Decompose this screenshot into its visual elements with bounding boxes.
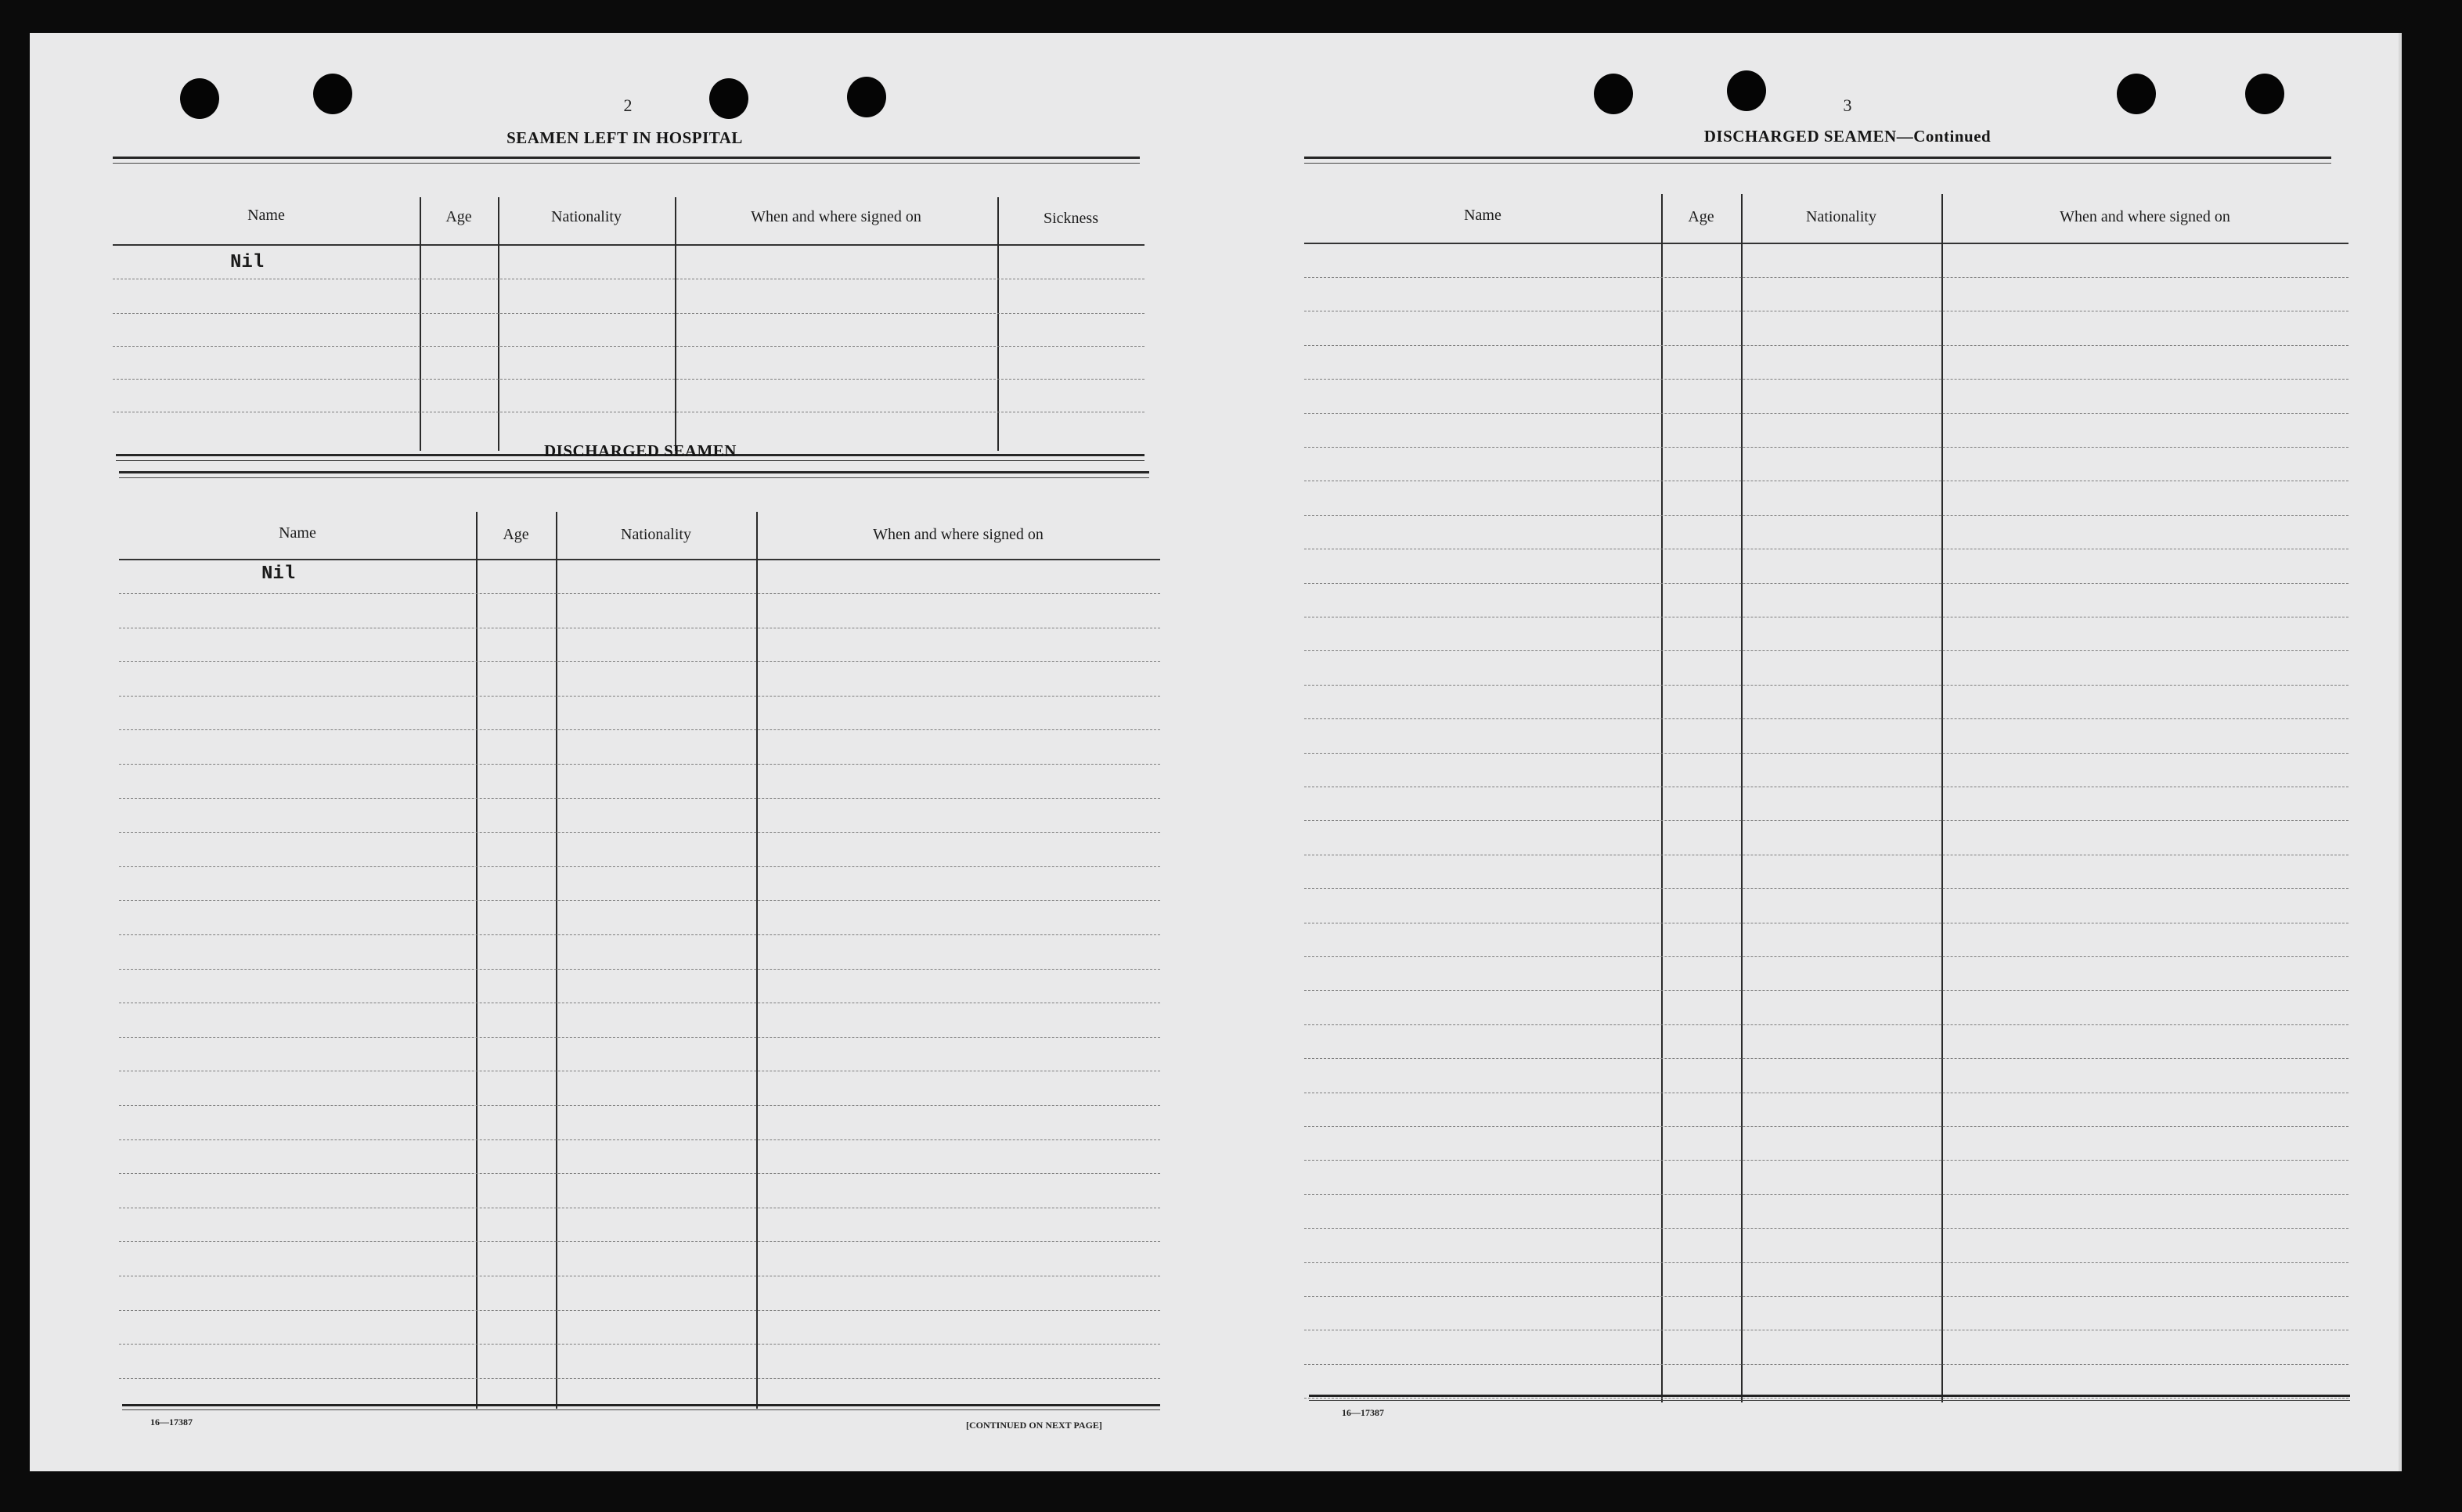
page-number: 3 xyxy=(1843,95,1852,115)
row-rule xyxy=(113,379,1144,380)
row-rule xyxy=(1304,685,2348,686)
row-rule xyxy=(1304,888,2348,889)
form-code: 16—17387 xyxy=(1342,1407,1384,1418)
column-divider xyxy=(476,512,478,1409)
row-rule xyxy=(1304,413,2348,414)
column-header-age: Age xyxy=(1688,208,1714,225)
row-rule xyxy=(1304,1262,2348,1263)
discharged-continued-table xyxy=(1304,163,2348,1407)
column-header-sickness: Sickness xyxy=(1044,210,1098,227)
left-page xyxy=(30,33,1188,1471)
row-rule xyxy=(1304,345,2348,346)
hospital-table-title: SEAMEN LEFT IN HOSPITAL xyxy=(506,128,743,147)
row-rule xyxy=(1304,753,2348,754)
row-rule xyxy=(1304,1228,2348,1229)
column-header-signed-on: When and where signed on xyxy=(751,208,921,225)
row-rule xyxy=(119,1105,1160,1106)
row-rule xyxy=(1304,820,2348,821)
column-header-name: Name xyxy=(1464,207,1501,224)
row-rule xyxy=(1304,379,2348,380)
row-rule xyxy=(119,593,1160,594)
column-divider xyxy=(1741,194,1743,1402)
row-rule xyxy=(1304,447,2348,448)
row-rule xyxy=(113,346,1144,347)
row-rule xyxy=(1304,956,2348,957)
discharged-table xyxy=(119,477,1160,1410)
column-divider xyxy=(556,512,557,1409)
column-divider xyxy=(498,197,499,451)
hospital-table xyxy=(113,163,1144,454)
right-page xyxy=(1204,33,2402,1471)
row-rule xyxy=(119,832,1160,833)
column-divider xyxy=(675,197,676,451)
column-header-age: Age xyxy=(503,526,529,543)
column-divider xyxy=(1941,194,1943,1402)
document-sheet xyxy=(30,33,2402,1471)
row-rule xyxy=(1304,515,2348,516)
column-header-nationality: Nationality xyxy=(551,208,622,225)
row-rule xyxy=(1304,990,2348,991)
row-rule xyxy=(119,1037,1160,1038)
row-rule xyxy=(1304,583,2348,584)
row-rule xyxy=(119,1378,1160,1379)
header-underline xyxy=(1304,243,2348,244)
row-rule xyxy=(119,1310,1160,1311)
row-rule xyxy=(119,969,1160,970)
row-rule xyxy=(119,764,1160,765)
row-rule xyxy=(1304,1194,2348,1195)
header-underline xyxy=(119,559,1160,560)
header-underline xyxy=(113,244,1144,246)
row-rule xyxy=(119,729,1160,730)
page-number: 2 xyxy=(623,95,633,115)
column-header-name: Name xyxy=(247,207,285,224)
continued-note: [CONTINUED ON NEXT PAGE] xyxy=(966,1420,1102,1431)
row-rule xyxy=(1304,1024,2348,1025)
row-rule xyxy=(113,313,1144,314)
column-header-age: Age xyxy=(445,208,472,225)
sheet-edge xyxy=(2399,33,2402,1471)
row-rule xyxy=(119,696,1160,697)
discharged-bottom-rule xyxy=(122,1404,1160,1410)
column-header-name: Name xyxy=(279,524,316,542)
column-divider xyxy=(997,197,999,451)
column-header-signed-on: When and where signed on xyxy=(2060,208,2230,225)
row-rule xyxy=(119,1173,1160,1174)
row-rule xyxy=(119,798,1160,799)
row-rule xyxy=(119,1241,1160,1242)
column-divider xyxy=(420,197,421,451)
row-rule xyxy=(119,1139,1160,1140)
row-rule xyxy=(1304,650,2348,651)
row-rule xyxy=(119,900,1160,901)
column-header-signed-on: When and where signed on xyxy=(873,526,1044,543)
entry-name: Nil xyxy=(261,563,296,585)
row-rule xyxy=(1304,1126,2348,1127)
form-code: 16—17387 xyxy=(150,1417,193,1427)
row-rule xyxy=(1304,277,2348,278)
row-rule xyxy=(119,934,1160,935)
discharged-continued-title: DISCHARGED SEAMEN—Continued xyxy=(1703,127,1992,146)
row-rule xyxy=(119,661,1160,662)
row-rule xyxy=(1304,718,2348,719)
column-divider xyxy=(1661,194,1663,1402)
row-rule xyxy=(119,1344,1160,1345)
row-rule xyxy=(119,866,1160,867)
column-header-nationality: Nationality xyxy=(1806,208,1876,225)
row-rule xyxy=(1304,1058,2348,1059)
row-rule xyxy=(1304,1160,2348,1161)
row-rule xyxy=(1304,1364,2348,1365)
column-divider xyxy=(756,512,758,1409)
discharged-table-title: DISCHARGED SEAMEN xyxy=(544,441,737,460)
continued-bottom-rule xyxy=(1309,1395,2350,1401)
entry-name: Nil xyxy=(230,252,265,273)
row-rule xyxy=(1304,1296,2348,1297)
column-header-nationality: Nationality xyxy=(621,526,691,543)
